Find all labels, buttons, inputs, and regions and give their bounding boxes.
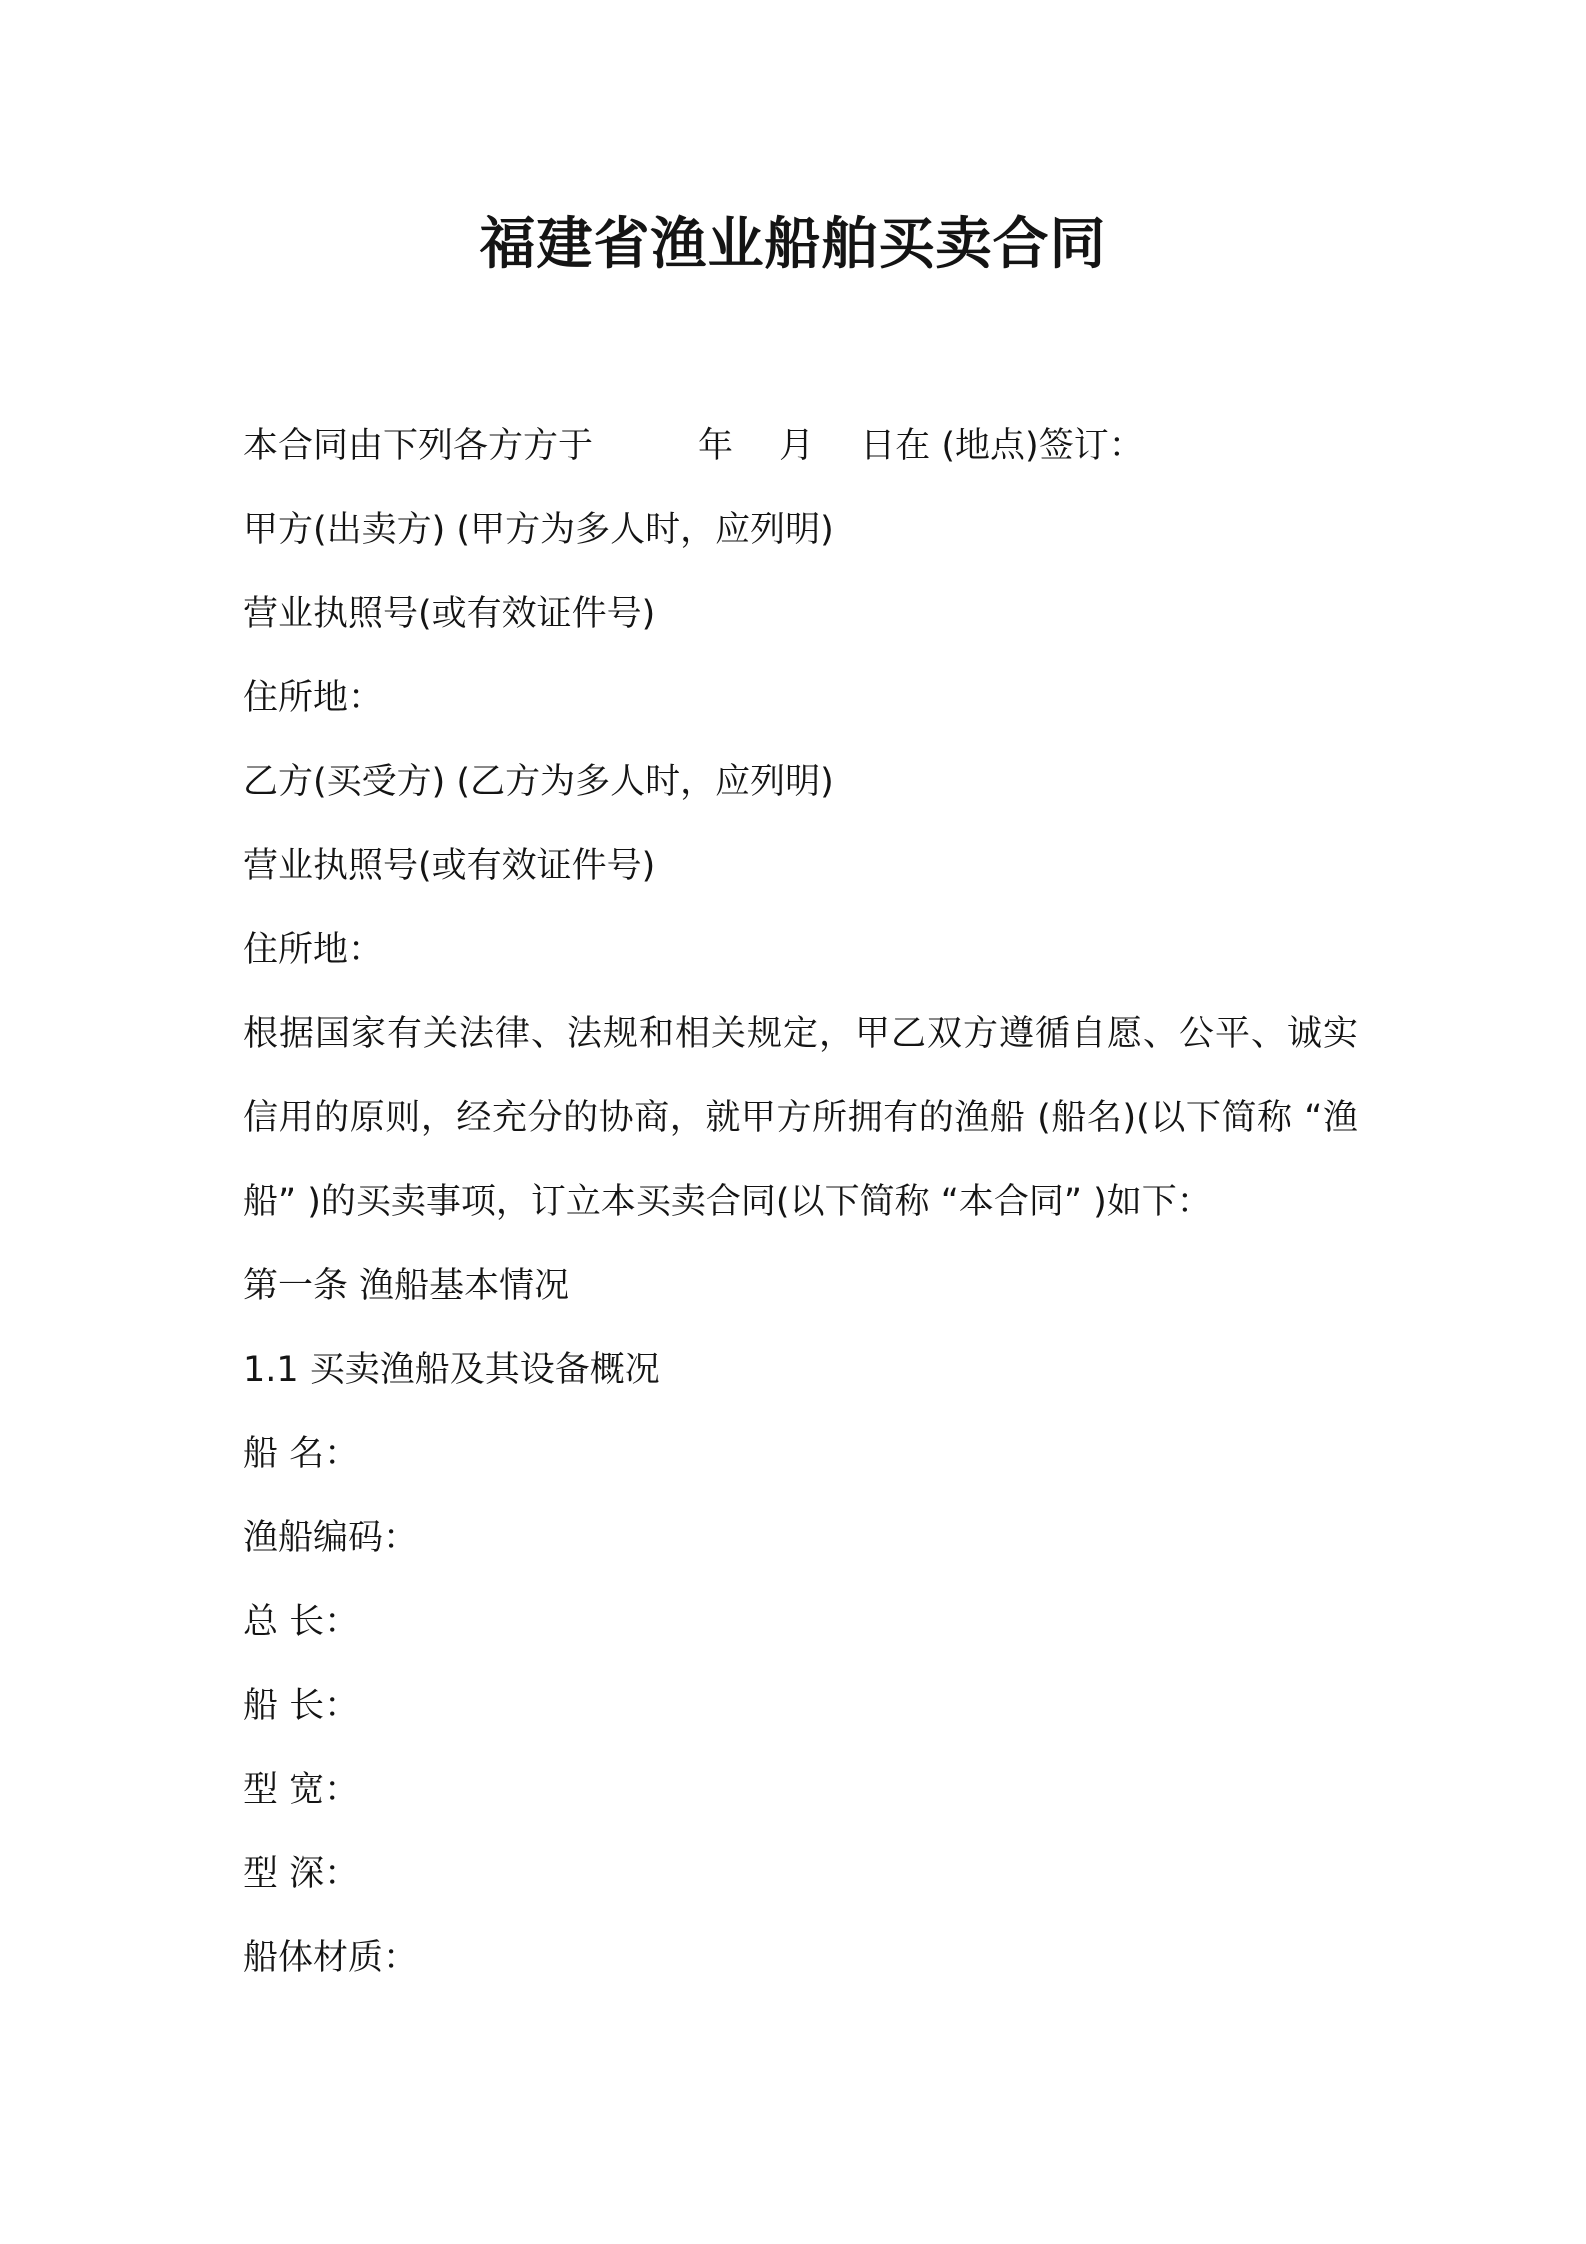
field-overall-length: 总 长： [243,1602,360,1642]
field-ship-name: 船 名： [243,1434,360,1474]
party-b-address-line: 住所地： [243,930,384,970]
party-b-license-line: 营业执照号(或有效证件号) [243,846,656,886]
party-b-line: 乙方(买受方) (乙方为多人时，应列明) [243,762,834,802]
party-a-address-line: 住所地： [243,678,384,718]
party-a-line: 甲方(出卖方) (甲方为多人时，应列明) [243,510,834,550]
field-hull-material: 船体材质： [243,1938,419,1978]
document-title: 福建省渔业船舶买卖合同 [479,212,1107,277]
section-heading: 第一条 渔船基本情况 [243,1266,570,1306]
party-a-license-line: 营业执照号(或有效证件号) [243,594,656,634]
field-moulded-depth: 型 深： [243,1854,360,1894]
signing-intro-line: 本合同由下列各方方于 年 月 日在 (地点)签订： [243,426,1144,466]
subsection-heading: 1.1 买卖渔船及其设备概况 [243,1350,660,1390]
field-ship-code: 渔船编码： [243,1518,419,1558]
field-ship-length: 船 长： [243,1686,360,1726]
field-moulded-breadth: 型 宽： [243,1770,360,1810]
preamble-paragraph: 根据国家有关法律、法规和相关规定，甲乙双方遵循自愿、公平、诚实信用的原则，经充分的协商，就甲方所拥有的渔船 (船名)(以下简称 “渔船” )的买卖事项，订立本买卖合同(以下简称 “本合同” )如下： [243,1014,1358,1222]
document-body [243,404,1358,2000]
